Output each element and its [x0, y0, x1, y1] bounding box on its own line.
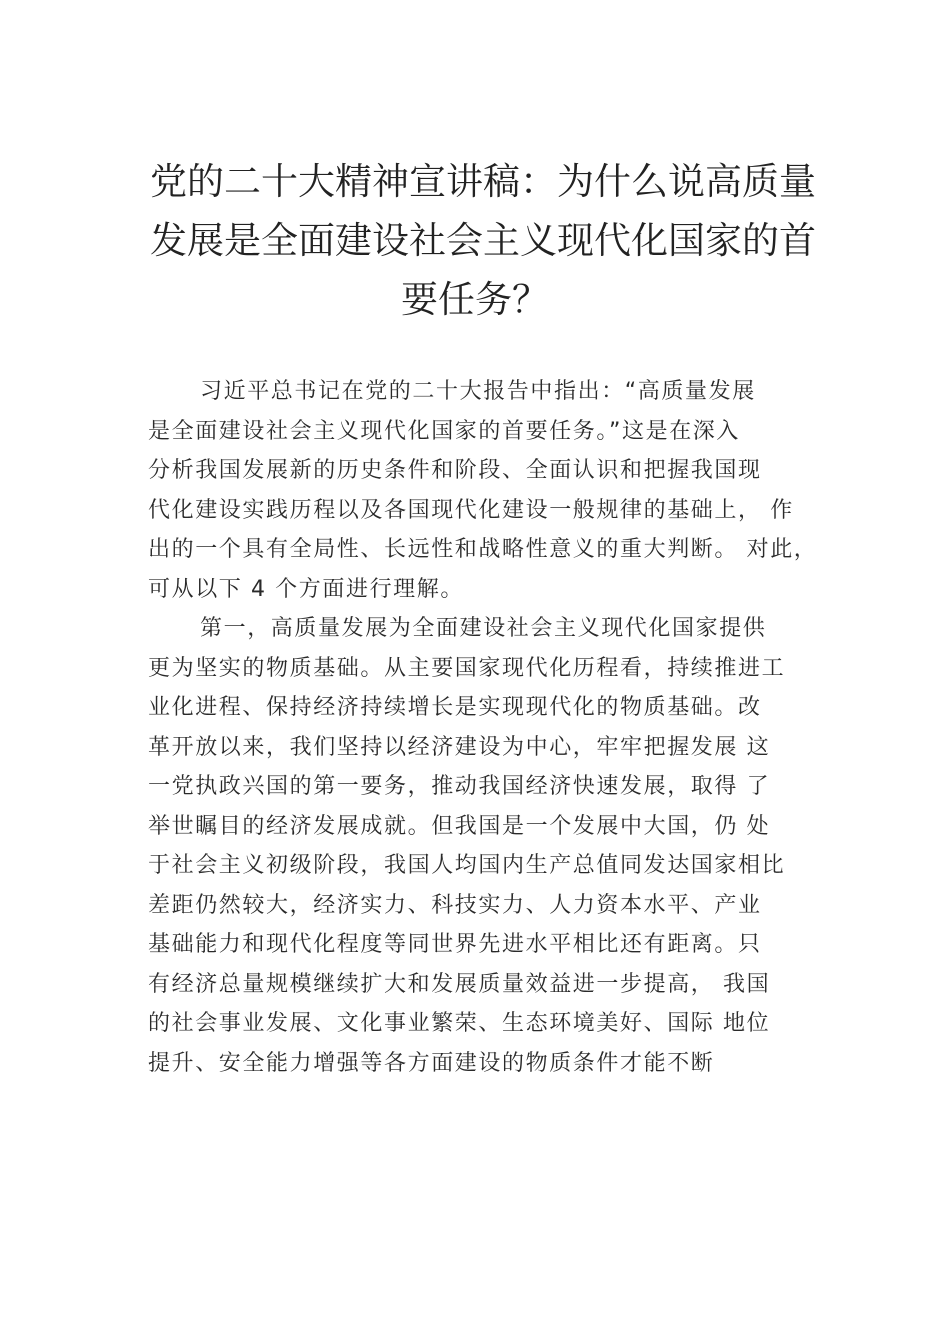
text-line: 差距仍然较大，经济实力、科技实力、人力资本水平、产业	[148, 892, 762, 918]
text-line: 分析我国发展新的历史条件和阶段、全面认识和把握我国现	[148, 458, 762, 483]
text-line: 出的一个具有全局性、长远性和战略性意义的重大判断。 对此，	[148, 537, 818, 562]
text-line: 的社会事业发展、文化事业繁荣、生态环境美好、国际 地位	[148, 1011, 771, 1036]
document-title	[150, 152, 816, 329]
text-line: 代化建设实践历程以及各国现代化建设一般规律的基础上， 作	[148, 497, 794, 523]
title-line: 党的二十大精神宣讲稿：为什么说高质量	[150, 160, 816, 203]
text-line: 更为坚实的物质基础。从主要国家现代化历程看，持续推进工	[148, 655, 786, 681]
text-line: 习近平总书记在党的二十大报告中指出：“高质量发展	[200, 379, 756, 404]
text-line: 一党执政兴国的第一要务，推动我国经济快速发展，取得 了	[148, 774, 771, 799]
text-line: 提升、安全能力增强等各方面建设的物质条件才能不断	[148, 1050, 715, 1076]
title-line: 发展是全面建设社会主义现代化国家的首	[150, 219, 816, 262]
text-line: 有经济总量规模继续扩大和发展质量效益进一步提高， 我国	[148, 971, 771, 997]
paragraph-intro	[148, 372, 828, 609]
text-line: 基础能力和现代化程度等同世界先进水平相比还有距离。只	[148, 932, 762, 957]
text-line: 举世瞩目的经济发展成就。但我国是一个发展中大国，仍 处	[148, 813, 771, 839]
text-line: 业化进程、保持经济持续增长是实现现代化的物质基础。改	[148, 695, 762, 720]
title-line: 要任务？	[401, 278, 549, 321]
text-line: 是全面建设社会主义现代化国家的首要任务。”这是在深入	[148, 418, 740, 444]
text-line: 革开放以来，我们坚持以经济建设为中心，牢牢把握发展 这	[148, 734, 771, 760]
document-body	[148, 372, 828, 1083]
text-line: 第一，高质量发展为全面建设社会主义现代化国家提供	[200, 616, 767, 641]
paragraph-first-point	[148, 609, 828, 1083]
text-line: 于社会主义初级阶段，我国人均国内生产总值同发达国家相比	[148, 853, 786, 878]
text-line: 可从以下 4 个方面进行理解。	[148, 576, 464, 602]
